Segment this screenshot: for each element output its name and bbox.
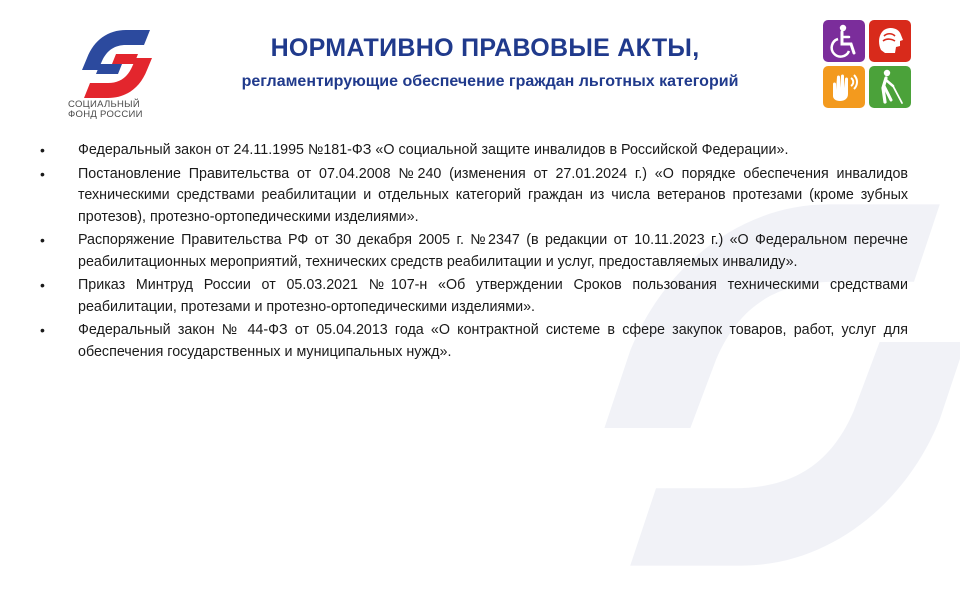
bullet: • xyxy=(40,232,45,248)
list-item-text: Федеральный закон от 24.11.1995 №181-ФЗ «О социальной защите инвалидов в Российской Федерации». xyxy=(78,142,789,158)
list-item xyxy=(40,140,908,162)
page-title: НОРМАТИВНО ПРАВОВЫЕ АКТЫ, xyxy=(270,34,700,62)
list-item xyxy=(40,230,908,273)
list-item-text: Постановление Правительства от 07.04.2008 №240 (изменения от 27.01.2024 г.) «О порядке обеспечения инвалидов техническими средствами реабилитации и отдельных категорий граждан из числа ветеранов протезами (кроме зубных протезов), протезно-ортопедическими изделиями». xyxy=(78,165,908,225)
wheelchair-icon xyxy=(823,20,865,62)
head-brain-icon xyxy=(869,20,911,62)
logo-line-2: ФОНД РОССИИ xyxy=(68,109,143,120)
list-item-text: Распоряжение Правительства РФ от 30 декабря 2005 г. №2347 (в редакции от 10.11.2023 г.) «О Федеральном перечне реабилитационных мероприятий, технических средств реабилитации и услуг, предоставляемых инвалиду». xyxy=(78,232,908,270)
list-item-text: Приказ Минтруд России от 05.03.2021 №107-н «Об утверждении Сроков пользования техническими средствами реабилитации, протезами и протезно-ортопедическими изделиями». xyxy=(78,277,908,315)
list-item xyxy=(40,164,908,229)
page-subtitle: регламентирующие обеспечение граждан льготных категорий xyxy=(241,73,739,90)
logo-caption xyxy=(68,100,178,120)
blind-cane-icon xyxy=(869,66,911,108)
bullet: • xyxy=(40,322,45,338)
bullet: • xyxy=(40,142,45,158)
accessibility-icons xyxy=(823,20,913,110)
list-item-text: Федеральный закон № 44-ФЗ от 05.04.2013 года «О контрактной системе в сфере закупок товаров, работ, услуг для обеспечения государственных и муниципальных нужд». xyxy=(78,322,908,360)
list-item xyxy=(40,320,908,363)
bullet: • xyxy=(40,165,45,182)
list-item xyxy=(40,275,908,318)
legal-acts-list xyxy=(40,140,908,365)
bullet: • xyxy=(40,277,45,293)
hand-sign-icon xyxy=(823,66,865,108)
logo-line-1: СОЦИАЛЬНЫЙ xyxy=(68,99,141,110)
